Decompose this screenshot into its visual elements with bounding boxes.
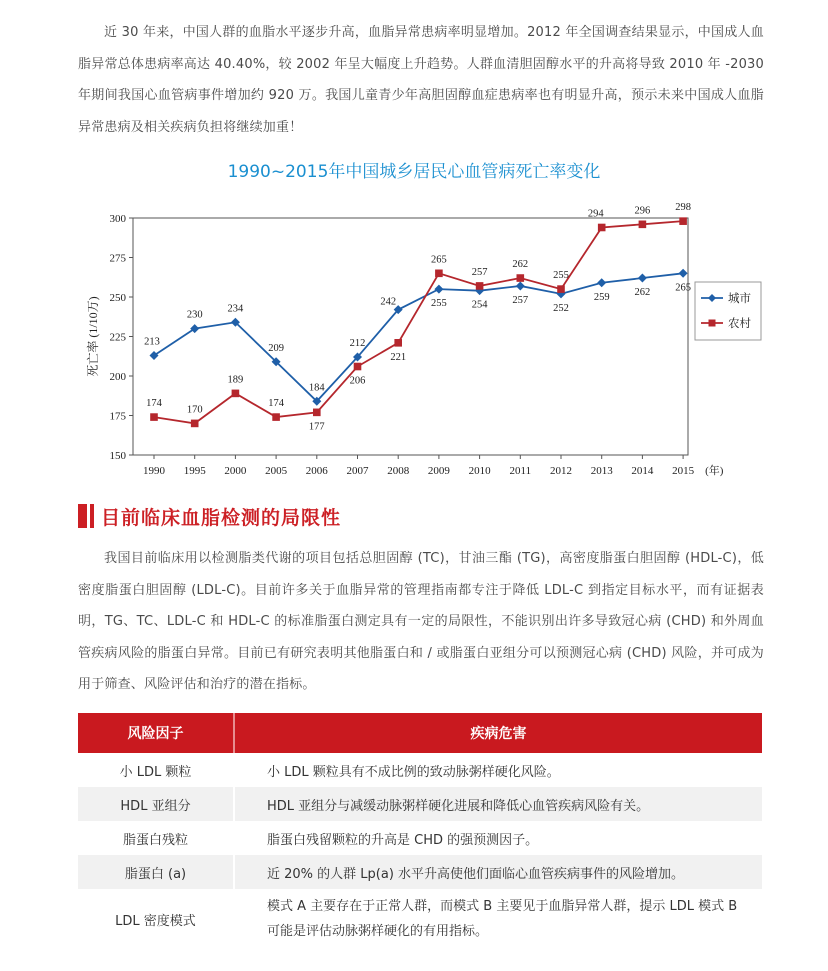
data-point-农村 — [272, 413, 280, 421]
table-row — [78, 821, 762, 855]
risk-factor-cell: LDL 密度模式 — [78, 889, 234, 949]
x-tick-label: 2014 — [631, 465, 654, 477]
data-label: 213 — [144, 336, 160, 348]
intro-paragraph: 近 30 年来，中国人群的血脂水平逐步升高，血脂异常患病率明显增加。2012 年全国调查结果显示，中国成人血脂异常总体患病率高达 40.40%，较 2002 年呈大幅度上升趋势。人群血清胆固醇水平的升高将导致 2010 年 -2030 年期间我国心血管病事件增加约 920 万。我国儿童青少年高胆固醇血症患病率也有明显升高，预示未来中国成人血脂异常患病及相关疾病负担将继续加重！ — [78, 25, 764, 135]
risk-factor-cell: 小 LDL 颗粒 — [78, 753, 234, 787]
data-point-农村 — [394, 339, 402, 347]
x-tick-label: 2013 — [590, 465, 613, 477]
section-heading — [78, 502, 341, 530]
legend-label: 城市 — [728, 291, 751, 305]
data-point-农村 — [354, 363, 362, 371]
y-tick-label: 250 — [109, 292, 126, 304]
x-tick-label: 2005 — [265, 465, 288, 477]
data-label: 255 — [553, 270, 569, 282]
data-label: 255 — [431, 298, 447, 310]
risk-factor-table — [78, 713, 762, 949]
data-label: 252 — [553, 302, 569, 314]
data-label: 262 — [634, 287, 651, 299]
disease-harm-cell: 脂蛋白残留颗粒的升高是 CHD 的强预测因子。 — [234, 821, 762, 855]
y-tick-label: 175 — [109, 410, 126, 423]
section-title: 目前临床血脂检测的局限性 — [101, 506, 342, 529]
x-tick-label: 2012 — [550, 465, 572, 477]
x-tick-label: 1995 — [183, 465, 206, 477]
x-tick-label: 2006 — [305, 465, 328, 477]
disease-harm-cell: 模式 A 主要存在于正常人群，而模式 B 主要见于血脂异常人群，提示 LDL 模式 B 可能是评估动脉粥样硬化的有用指标。 — [234, 889, 762, 949]
data-point-农村 — [679, 217, 687, 225]
body-paragraph: 我国目前临床用以检测脂类代谢的项目包括总胆固醇 (TC)，甘油三酯 (TG)，高密度脂蛋白胆固醇 (HDL-C)，低密度脂蛋白胆固醇 (LDL-C)。目前许多关于血脂异常的管理指南都专注于降低 LDL-C 到指定目标水平，而有证据表明，TG、TC、LDL-C 和 HDL-C 的标准脂蛋白测定具有一定的局限性，不能识别出许多导致冠心病 (CHD) 和外周血管疾病风险的脂蛋白异常。目前已有研究表明其他脂蛋白和 / 或脂蛋白亚组分可以预测冠心病 (CHD) 风险，并可成为用于筛查、风险评估和治疗的潜在指标。 — [78, 551, 764, 692]
data-label: 184 — [308, 382, 325, 394]
disease-harm-cell: 小 LDL 颗粒具有不成比例的致动脉粥样硬化风险。 — [234, 753, 762, 787]
data-point-农村 — [476, 282, 484, 290]
data-label: 242 — [380, 296, 397, 308]
y-tick-label: 200 — [109, 371, 126, 383]
x-axis-label: (年) — [705, 465, 724, 477]
risk-factor-cell: 脂蛋白残粒 — [78, 821, 234, 855]
data-label: 298 — [675, 202, 691, 214]
data-label: 177 — [308, 421, 325, 433]
x-tick-label: 2007 — [346, 465, 369, 477]
x-tick-label: 2011 — [509, 465, 532, 477]
y-tick-label: 225 — [109, 331, 126, 344]
data-point-农村 — [598, 224, 606, 232]
data-point-城市 — [679, 269, 688, 278]
x-tick-label: 1990 — [143, 465, 165, 477]
data-label: 206 — [349, 375, 366, 387]
y-tick-label: 300 — [109, 213, 126, 225]
data-label: 265 — [431, 254, 447, 266]
data-label: 257 — [512, 294, 529, 306]
header-risk-factor: 风险因子 — [78, 713, 234, 753]
data-label: 294 — [587, 208, 604, 220]
header-disease-harm: 疾病危害 — [234, 713, 762, 753]
data-label: 221 — [390, 351, 407, 363]
data-label: 254 — [471, 299, 488, 311]
risk-factor-cell: 脂蛋白 (a) — [78, 855, 234, 889]
table-row — [78, 787, 762, 821]
data-label: 259 — [593, 291, 610, 303]
data-label: 262 — [512, 259, 529, 271]
data-label: 234 — [227, 303, 244, 315]
x-tick-label: 2010 — [468, 465, 491, 477]
legend-label: 农村 — [728, 316, 751, 330]
y-tick-label: 275 — [109, 252, 126, 265]
x-tick-label: 2000 — [224, 465, 247, 477]
data-point-农村 — [435, 270, 443, 278]
data-label: 170 — [186, 404, 203, 416]
table-row — [78, 753, 762, 787]
x-tick-label: 2009 — [427, 465, 450, 477]
disease-harm-cell: HDL 亚组分与减缓动脉粥样硬化进展和降低心血管疾病风险有关。 — [234, 787, 762, 821]
risk-factor-cell: HDL 亚组分 — [78, 787, 234, 821]
data-point-农村 — [517, 274, 525, 282]
y-tick-label: 150 — [109, 450, 126, 462]
data-point-农村 — [313, 409, 321, 417]
legend-marker-农村 — [709, 320, 716, 327]
data-point-城市 — [516, 281, 525, 290]
disease-harm-cell: 近 20% 的人群 Lp(a) 水平升高使他们面临心血管疾病事件的风险增加。 — [234, 855, 762, 889]
data-point-城市 — [434, 285, 443, 294]
data-label: 209 — [268, 342, 284, 354]
data-point-农村 — [150, 413, 158, 421]
data-label: 212 — [349, 338, 366, 350]
data-point-农村 — [191, 420, 199, 428]
section-marker-thin — [90, 504, 94, 528]
data-point-农村 — [639, 221, 647, 229]
data-label: 265 — [675, 282, 691, 294]
chart-title: 1990~2015年中国城乡居民心血管病死亡率变化 — [227, 162, 601, 182]
section-marker-thick — [78, 504, 87, 528]
data-label: 174 — [146, 398, 162, 410]
x-tick-label: 2008 — [387, 465, 410, 477]
x-tick-label: 2015 — [672, 465, 695, 477]
data-point-农村 — [557, 285, 565, 293]
data-label: 257 — [471, 266, 488, 278]
data-point-农村 — [232, 390, 240, 398]
table-header-row — [78, 713, 762, 753]
data-label: 174 — [268, 398, 284, 410]
table-row — [78, 855, 762, 889]
data-point-城市 — [597, 278, 606, 287]
y-axis-label: 死亡率 (1/10万) — [86, 296, 100, 377]
data-point-城市 — [638, 274, 647, 283]
data-label: 189 — [227, 374, 244, 386]
data-label: 230 — [186, 309, 203, 321]
plot-frame — [133, 218, 688, 455]
table-row — [78, 889, 762, 949]
data-label: 296 — [634, 205, 651, 217]
